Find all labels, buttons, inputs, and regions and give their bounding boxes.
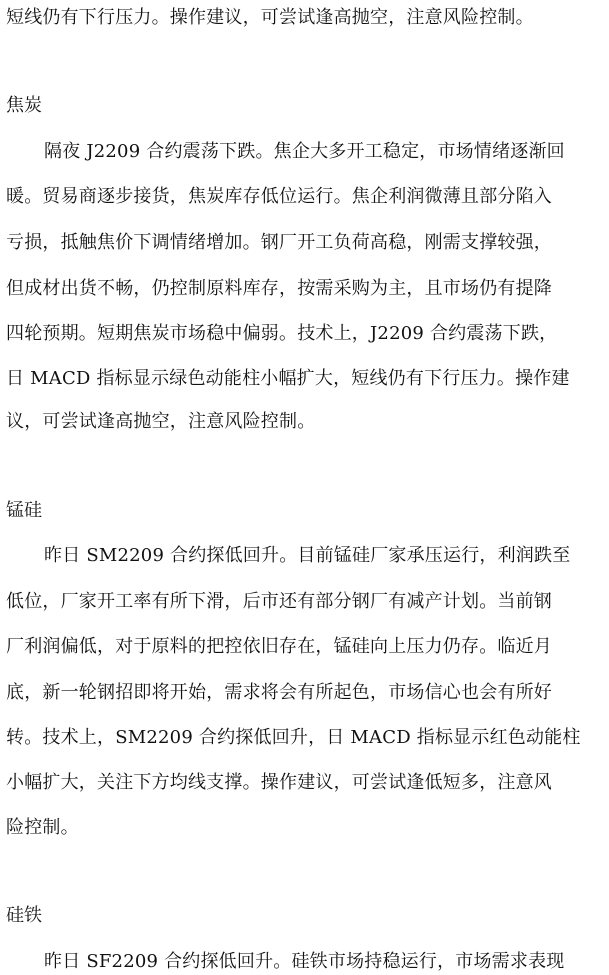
paragraph-line: 底，新一轮钢招即将开始，需求将会有所起色，市场信心也会有所好 — [6, 682, 552, 703]
paragraph-line: 日 MACD 指标显示绿色动能柱小幅扩大，短线仍有下行压力。操作建 — [6, 368, 570, 389]
section-heading-coke: 焦炭 — [6, 95, 42, 116]
paragraph-line: 低位，厂家开工率有所下滑，后市还有部分钢厂有减产计划。当前钢 — [6, 591, 552, 612]
intro-tail-line: 短线仍有下行压力。操作建议，可尝试逢高抛空，注意风险控制。 — [6, 7, 534, 28]
paragraph-line: 四轮预期。短期焦炭市场稳中偏弱。技术上，J2209 合约震荡下跌， — [6, 323, 558, 344]
paragraph-line: 厂利润偏低，对于原料的把控依旧存在，锰硅向上压力仍存。临近月 — [6, 636, 552, 657]
paragraph-line: 昨日 SM2209 合约探低回升。目前锰硅厂家承压运行，利润跌至 — [44, 545, 571, 566]
paragraph-line: 但成材出货不畅，仍控制原料库存，按需采购为主，且市场仍有提降 — [6, 278, 552, 299]
paragraph-line: 议，可尝试逢高抛空，注意风险控制。 — [6, 411, 316, 432]
paragraph-line: 隔夜 J2209 合约震荡下跌。焦企大多开工稳定，市场情绪逐渐回 — [44, 141, 565, 162]
paragraph-line: 小幅扩大，关注下方均线支撑。操作建议，可尝试逢低短多，注意风 — [6, 772, 552, 793]
section-heading-ferrosilicon: 硅铁 — [6, 905, 42, 926]
paragraph-line: 暖。贸易商逐步接货，焦炭库存低位运行。焦企利润微薄且部分陷入 — [6, 186, 552, 207]
paragraph-line: 昨日 SF2209 合约探低回升。硅铁市场持稳运行，市场需求表现 — [44, 951, 565, 972]
paragraph-line: 亏损，抵触焦价下调情绪增加。钢厂开工负荷高稳，刚需支撑较强， — [6, 232, 552, 253]
paragraph-line: 转。技术上，SM2209 合约探低回升，日 MACD 指标显示红色动能柱 — [6, 727, 581, 748]
paragraph-line: 险控制。 — [6, 817, 79, 838]
section-heading-silicomanganese: 锰硅 — [6, 500, 42, 521]
